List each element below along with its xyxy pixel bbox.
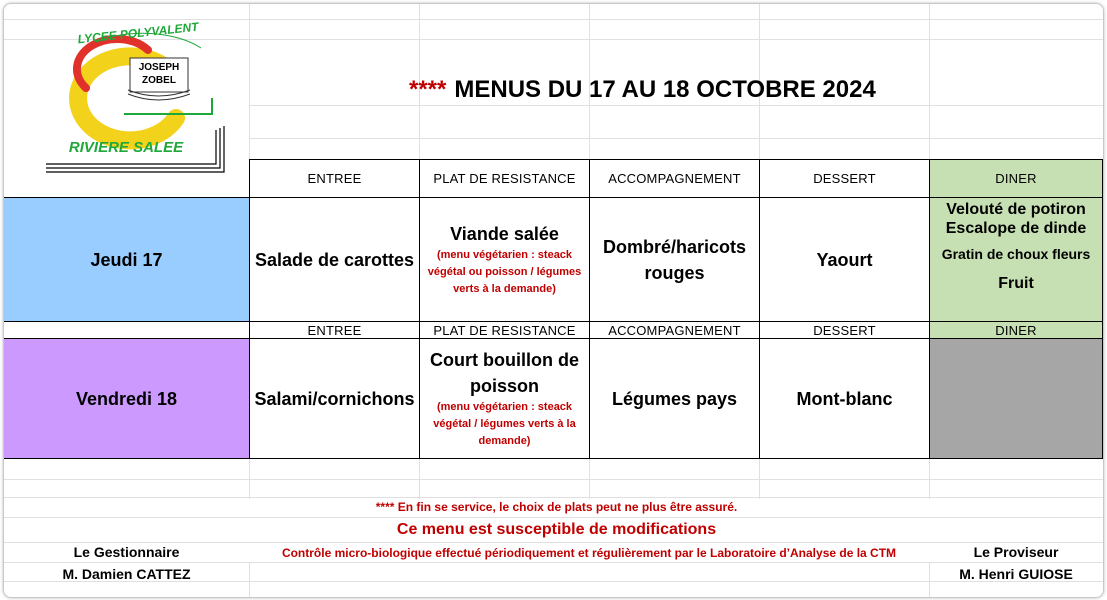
diner-item: Gratin de choux fleurs — [941, 246, 1091, 262]
spreadsheet-view — [3, 3, 1104, 598]
logo-town: RIVIERE SALEE — [68, 139, 184, 156]
entree-text: Salade de carottes — [254, 249, 415, 270]
dessert-jeudi — [759, 197, 929, 322]
diner-jeudi — [929, 197, 1103, 322]
entree-jeudi — [249, 197, 419, 322]
school-logo — [36, 18, 236, 178]
service-note: **** En fin se service, le choix de plats peut ne plus être assuré. — [375, 500, 738, 514]
header-accompagnement: ACCOMPAGNEMENT — [589, 159, 759, 197]
plat-note: (menu végétarien : steack végétal / légumes verts à la demande) — [433, 401, 576, 447]
diner-item: Fruit — [998, 275, 1034, 292]
header-entree: ENTREE — [249, 322, 419, 339]
day-label-text: Jeudi 17 — [90, 249, 163, 270]
dessert-vendredi — [759, 338, 929, 459]
diner-item: Escalope de dinde — [945, 220, 1087, 237]
title-stars: **** — [409, 76, 447, 103]
header-plat: PLAT DE RESISTANCE — [419, 159, 589, 197]
controle-note: Contrôle micro-biologique effectué périodiquement et régulièrement par le Laboratoire d’Analyse de la CTM — [281, 546, 897, 560]
logo-name-line2: ZOBEL — [142, 75, 176, 86]
header-accompagnement: ACCOMPAGNEMENT — [589, 322, 759, 339]
header-dessert: DESSERT — [759, 322, 929, 339]
entree-vendredi — [249, 338, 419, 459]
day-label-vendredi — [4, 338, 249, 459]
day-label-jeudi — [4, 197, 249, 322]
proviseur-title: Le Proviseur — [973, 544, 1059, 560]
header-dessert: DESSERT — [759, 159, 929, 197]
accompagnement-text: Dombré/haricots rouges — [602, 236, 747, 283]
plat-vendredi — [419, 338, 589, 459]
gestionnaire-title: Le Gestionnaire — [73, 544, 180, 560]
page-title — [409, 76, 876, 104]
accompagnement-vendredi — [589, 338, 759, 459]
accompagnement-jeudi — [589, 197, 759, 322]
header-diner: DINER — [929, 159, 1103, 197]
logo-name-line1: JOSEPH — [138, 62, 180, 73]
title-text: MENUS DU 17 AU 18 OCTOBRE 2024 — [454, 76, 876, 103]
plat-jeudi — [419, 197, 589, 322]
proviseur-name: M. Henri GUIOSE — [959, 566, 1073, 582]
plat-text: Court bouillon de poisson — [430, 350, 579, 396]
diner-vendredi-empty — [929, 338, 1103, 459]
dessert-text: Mont-blanc — [796, 388, 893, 409]
diner-item: Velouté de potiron — [946, 201, 1086, 218]
entree-text: Salami/cornichons — [254, 388, 415, 409]
dessert-text: Yaourt — [816, 249, 873, 270]
logo-arc-text: LYCEE POLYVALENT — [76, 19, 200, 47]
header-diner: DINER — [929, 322, 1103, 339]
day-label-text: Vendredi 18 — [75, 388, 178, 409]
header-plat: PLAT DE RESISTANCE — [419, 322, 589, 339]
plat-text: Viande salée — [450, 224, 559, 244]
accompagnement-text: Légumes pays — [611, 388, 738, 409]
header-entree: ENTREE — [249, 159, 419, 197]
gestionnaire-name: M. Damien CATTEZ — [62, 566, 191, 582]
modifications-note: Ce menu est susceptible de modifications — [396, 521, 717, 538]
plat-note: (menu végétarien : steack végétal ou poisson / légumes verts à la demande) — [427, 249, 582, 295]
